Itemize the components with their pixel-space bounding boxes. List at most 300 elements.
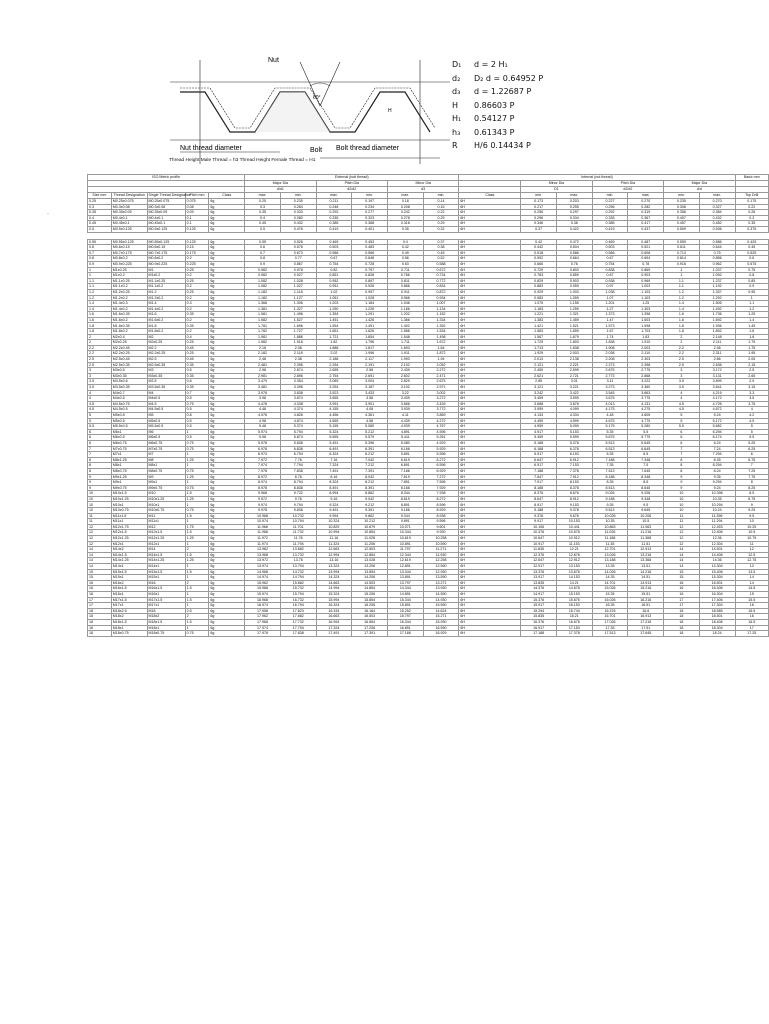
table-cell: 9.344	[387, 513, 423, 519]
table-cell: 0.2	[185, 329, 209, 335]
table-cell: 13.026	[592, 552, 628, 558]
table-cell: 4.175	[592, 407, 628, 413]
formula-row	[452, 126, 572, 140]
table-cell: 6H	[459, 547, 521, 553]
table-cell: 16	[664, 586, 700, 592]
table-cell: 8.978	[245, 485, 281, 491]
table-cell: M1.8x0.2	[147, 329, 185, 335]
table-cell: 0.45	[88, 221, 112, 227]
table-cell: 6H	[459, 502, 521, 508]
table-cell: 0.3	[735, 215, 769, 221]
table-cell: 1.496	[280, 312, 316, 318]
table-cell: 1.582	[245, 317, 281, 323]
table-cell: 9.930	[423, 530, 459, 536]
table-cell: M3	[147, 368, 185, 374]
table-cell: 7	[88, 452, 112, 458]
table-cell: 1.598	[628, 323, 664, 329]
table-cell: 4.439	[387, 418, 423, 424]
table-cell: 6H	[459, 239, 521, 245]
table-cell: 2.02	[316, 351, 352, 357]
table-cell: 6	[735, 452, 769, 458]
formula-expression: d = 1.22687 P	[474, 87, 532, 96]
table-cell: 15.252	[387, 608, 423, 614]
table-cell: 0.859	[556, 273, 592, 279]
table-cell: 1.202	[387, 312, 423, 318]
table-cell: M3x0.5	[111, 368, 147, 374]
table-cell: 3.58	[352, 396, 388, 402]
table-cell: 1	[88, 273, 112, 279]
table-cell: 14.930	[423, 597, 459, 603]
table-cell: 10	[88, 496, 112, 502]
table-cell: 1	[735, 295, 769, 301]
table-cell: 5.212	[352, 429, 388, 435]
table-cell: 2.721	[556, 373, 592, 379]
table-cell: 5.099	[556, 424, 592, 430]
table-cell: M3.5x0.35	[111, 385, 147, 391]
table-cell: 16	[735, 614, 769, 620]
table-cell: 1.996	[352, 351, 388, 357]
table-cell: 0.367	[628, 215, 664, 221]
table-cell: M12x1.75	[111, 524, 147, 530]
table-cell: 6H	[459, 357, 521, 363]
table-cell: 15.35	[592, 591, 628, 597]
table-cell: 16.968	[245, 597, 281, 603]
table-cell: 13.917	[521, 575, 557, 581]
table-cell: 6g	[209, 508, 245, 514]
table-cell: 0.335	[592, 215, 628, 221]
table-cell: 1.25	[628, 301, 664, 307]
table-cell: 9.35	[592, 502, 628, 508]
table-cell: 1.046	[387, 301, 423, 307]
table-cell: 10.258	[423, 536, 459, 542]
table-cell: M16	[147, 580, 185, 586]
table-cell: 5.324	[316, 429, 352, 435]
table-cell: M4.5x0.5	[147, 407, 185, 413]
table-cell: 8.596	[423, 502, 459, 508]
table-cell: 17	[735, 625, 769, 631]
table-cell: M2.5x0.45	[111, 357, 147, 363]
table-cell: 5.280	[628, 424, 664, 430]
table-cell: 15.344	[387, 597, 423, 603]
table-cell: 6H	[459, 569, 521, 575]
table-cell: 0.2	[185, 273, 209, 279]
table-cell: 6H	[459, 558, 521, 564]
table-cell: 4.605	[628, 412, 664, 418]
table-cell: 8.676	[556, 491, 592, 497]
formula-row	[452, 85, 572, 99]
table-cell: 2.311	[699, 351, 735, 357]
table-cell: M0.6x0.15	[111, 245, 147, 251]
table-cell: 6H	[459, 373, 521, 379]
table-cell: 10.912	[556, 536, 592, 542]
formula-row	[452, 99, 572, 113]
table-cell: 4.874	[280, 418, 316, 424]
table-cell: 6H	[459, 362, 521, 368]
table-cell: 6g	[209, 351, 245, 357]
table-cell: 6.619	[387, 457, 423, 463]
table-cell: 6.294	[699, 429, 735, 435]
table-cell: M4x0.5	[147, 396, 185, 402]
table-cell: 0.08	[185, 204, 209, 210]
table-cell: M6x1	[111, 429, 147, 435]
table-cell: 0.227	[592, 199, 628, 205]
table-cell: 6.929	[423, 468, 459, 474]
table-cell: 1.498	[423, 334, 459, 340]
table-cell: 0.482	[699, 221, 735, 227]
table-cell: 0.82	[316, 267, 352, 273]
table-cell: M18x1.5	[111, 619, 147, 625]
table-cell: 1.993	[387, 357, 423, 363]
table-cell: 15.294	[521, 608, 557, 614]
table-cell: 1.6	[88, 317, 112, 323]
formula-row	[452, 139, 572, 153]
table-cell: 0.25	[423, 215, 459, 221]
table-cell: 8.619	[387, 496, 423, 502]
table-cell: 6H	[459, 631, 521, 637]
table-cell: 7.25	[735, 468, 769, 474]
table-cell: 0.211	[316, 199, 352, 205]
table-cell: 5.579	[352, 435, 388, 441]
table-cell: 0.673	[280, 250, 316, 256]
table-cell: 0.803	[556, 267, 592, 273]
table-cell: 6.378	[556, 446, 592, 452]
table-cell: 10	[735, 519, 769, 525]
table-cell: 0.6	[88, 245, 112, 251]
table-cell: 17.682	[280, 614, 316, 620]
table-cell: M12x1.25	[147, 536, 185, 542]
table-cell: 6H	[459, 424, 521, 430]
table-cell: 1.4	[735, 317, 769, 323]
table-cell: 6.25	[735, 446, 769, 452]
table-cell: 8.324	[316, 480, 352, 486]
table-cell: 8.35	[699, 457, 735, 463]
table-cell: 0.25	[185, 340, 209, 346]
table-cell: 15.968	[245, 586, 281, 592]
table-cell: 9.794	[280, 502, 316, 508]
table-cell: 1.221	[521, 312, 557, 318]
table-cell: M1.6x0.35	[111, 312, 147, 318]
column-header: min.	[521, 193, 557, 199]
table-cell: 10.25	[735, 524, 769, 530]
table-cell: 1	[185, 429, 209, 435]
table-cell: 6g	[209, 312, 245, 318]
table-cell: 11.063	[628, 524, 664, 530]
table-cell: 14	[88, 547, 112, 553]
table-cell: 0.766	[387, 273, 423, 279]
table-cell: 6g	[209, 513, 245, 519]
table-cell: 1.696	[280, 323, 316, 329]
table-cell: 9.891	[387, 519, 423, 525]
table-cell: 17.732	[280, 619, 316, 625]
table-cell: 0.75	[699, 250, 735, 256]
table-cell: 6H	[459, 334, 521, 340]
table-cell: 16	[88, 580, 112, 586]
table-cell: M1.4x0.2	[147, 306, 185, 312]
table-cell: 6g	[209, 273, 245, 279]
table-cell: M12x1	[111, 541, 147, 547]
table-cell: 5.929	[423, 446, 459, 452]
table-cell: 1.5	[185, 619, 209, 625]
table-cell: 1.982	[245, 340, 281, 346]
table-cell: 3.131	[699, 373, 735, 379]
ext-major-dia-header: Major Dia	[245, 181, 316, 187]
formula-list	[452, 58, 572, 153]
table-cell: 5.5	[88, 424, 112, 430]
table-cell: 4	[664, 396, 700, 402]
table-cell: 1.426	[352, 317, 388, 323]
table-cell: 14.891	[387, 591, 423, 597]
table-cell: 9.76	[280, 496, 316, 502]
table-cell: 1.803	[556, 340, 592, 346]
table-cell: 3	[664, 373, 700, 379]
table-cell: M14x1.25	[111, 558, 147, 564]
table-cell: 2.208	[592, 357, 628, 363]
table-cell: 9.294	[699, 480, 735, 486]
table-cell: 0.6	[185, 379, 209, 385]
table-cell: 9.601	[423, 524, 459, 530]
table-cell: 6H	[459, 221, 521, 227]
table-cell: 0.469	[592, 239, 628, 245]
table-cell: 2.013	[521, 357, 557, 363]
table-cell: 4.155	[316, 407, 352, 413]
table-cell: M9x0.75	[111, 485, 147, 491]
table-cell: 1.567	[521, 334, 557, 340]
table-cell: M12	[147, 524, 185, 530]
table-cell: 0.8	[185, 412, 209, 418]
table-cell: 14	[88, 564, 112, 570]
column-header: Pitch mm	[185, 193, 209, 199]
table-cell: 6H	[459, 552, 521, 558]
table-cell: 9.5	[628, 502, 664, 508]
table-cell: 10.854	[352, 530, 388, 536]
table-cell: 0.754	[316, 261, 352, 267]
table-cell: 11.188	[592, 536, 628, 542]
table-cell: 1.259	[556, 306, 592, 312]
table-cell: 14.854	[352, 586, 388, 592]
table-cell: 11.271	[423, 547, 459, 553]
table-cell: 8.972	[245, 474, 281, 480]
table-cell: 7.645	[628, 468, 664, 474]
table-cell: 3.254	[316, 385, 352, 391]
table-cell: 14.21	[556, 580, 592, 586]
table-cell: 2.874	[280, 368, 316, 374]
table-cell: 0.7	[245, 250, 281, 256]
table-cell: 10.732	[280, 513, 316, 519]
table-cell: 0.9	[735, 284, 769, 290]
table-cell: 3.102	[387, 385, 423, 391]
table-cell: 5.153	[556, 429, 592, 435]
table-cell: 15	[664, 575, 700, 581]
table-cell: 0.7	[185, 390, 209, 396]
table-cell: 1.421	[521, 323, 557, 329]
table-cell: 11	[664, 513, 700, 519]
table-cell: 6g	[209, 221, 245, 227]
table-cell: 0.997	[352, 289, 388, 295]
table-cell: 6H	[459, 468, 521, 474]
table-cell: 6g	[209, 614, 245, 620]
table-cell: 0.869	[628, 267, 664, 273]
table-cell: 0.521	[628, 245, 664, 251]
table-cell: 3.991	[316, 401, 352, 407]
table-cell: 17.958	[245, 608, 281, 614]
table-cell: 9.206	[628, 491, 664, 497]
table-cell: 15.974	[245, 591, 281, 597]
table-cell: 1.155	[556, 301, 592, 307]
table-cell: 2.118	[280, 351, 316, 357]
table-cell: 2.08	[280, 345, 316, 351]
formula-symbol: H₁	[452, 114, 462, 123]
table-cell: 10.212	[352, 519, 388, 525]
table-cell: 3.089	[316, 379, 352, 385]
table-cell: 1.659	[556, 329, 592, 335]
table-cell: 18	[664, 619, 700, 625]
table-cell: 2.691	[352, 373, 388, 379]
table-cell: 0.509	[664, 226, 700, 232]
table-cell: 0.255	[556, 204, 592, 210]
table-cell: 6g	[209, 239, 245, 245]
table-cell: 1.521	[556, 323, 592, 329]
table-cell: 12	[88, 530, 112, 536]
table-cell: 6.391	[352, 446, 388, 452]
table-cell: 6H	[459, 619, 521, 625]
table-cell: 6g	[209, 407, 245, 413]
table-cell: 0.334	[556, 215, 592, 221]
table-cell: 7	[88, 446, 112, 452]
table-cell: 0.35	[185, 385, 209, 391]
table-cell: 1.25	[185, 558, 209, 564]
table-cell: 8.491	[316, 485, 352, 491]
table-cell: 6g	[209, 496, 245, 502]
bolt-label: Bolt	[310, 147, 323, 154]
table-cell: 6H	[459, 345, 521, 351]
table-cell: M9x1.25	[111, 474, 147, 480]
table-cell: 0.75	[185, 401, 209, 407]
table-cell: 18	[88, 619, 112, 625]
table-cell: 0.284	[280, 204, 316, 210]
table-cell: 17.304	[699, 603, 735, 609]
table-cell: M8x1	[147, 463, 185, 469]
table-cell: 1.2	[664, 295, 700, 301]
table-cell: 1.118	[280, 289, 316, 295]
table-cell: 12.376	[521, 552, 557, 558]
table-cell: 6g	[209, 295, 245, 301]
table-cell: 1.303	[628, 306, 664, 312]
table-cell: 0.797	[352, 267, 388, 273]
table-cell: 6H	[459, 278, 521, 284]
table-cell: M3x0.35	[111, 373, 147, 379]
table-cell: M18x1.5	[147, 619, 185, 625]
table-cell: 4.459	[521, 418, 557, 424]
table-cell: 8.938	[423, 513, 459, 519]
table-cell: 0.483	[352, 245, 388, 251]
table-cell: 0.292	[316, 210, 352, 216]
table-cell: 12.453	[699, 524, 735, 530]
table-cell: 0.442	[521, 245, 557, 251]
table-cell: 6H	[459, 586, 521, 592]
table-cell: 16	[664, 591, 700, 597]
table-cell: 2.9	[735, 379, 769, 385]
table-cell: 7.212	[352, 463, 388, 469]
metric-thread-table	[87, 174, 769, 637]
table-cell: 16.994	[316, 619, 352, 625]
column-header: Size mm	[88, 193, 112, 199]
table-cell: 1.929	[521, 351, 557, 357]
table-cell: 2.117	[352, 357, 388, 363]
table-cell: 9	[88, 485, 112, 491]
table-cell: 6H	[459, 284, 521, 290]
table-cell: 0.35	[88, 210, 112, 216]
table-cell: 0.52	[423, 256, 459, 262]
table-cell: 2.272	[423, 368, 459, 374]
table-cell: 6.491	[316, 446, 352, 452]
table-cell: 6H	[459, 250, 521, 256]
table-cell: 7.5	[628, 463, 664, 469]
table-cell: 1.492	[699, 306, 735, 312]
table-cell: M0.8x0.2	[147, 256, 185, 262]
table-cell: 0.323	[352, 215, 388, 221]
table-cell: 3	[88, 373, 112, 379]
table-cell: 14.663	[316, 580, 352, 586]
table-cell: 7.838	[280, 468, 316, 474]
table-cell: 0.319	[628, 210, 664, 216]
table-cell: M4x0.7	[111, 390, 147, 396]
table-cell: M8x0.75	[147, 468, 185, 474]
table-cell: 15.324	[316, 591, 352, 597]
table-cell: 7	[735, 463, 769, 469]
table-cell: 4.11	[387, 412, 423, 418]
table-cell: 17.153	[556, 625, 592, 631]
table-cell: 5.396	[352, 440, 388, 446]
table-cell: M1.1x0.25	[147, 278, 185, 284]
table-cell: 2.5	[185, 608, 209, 614]
table-cell: 0.55	[245, 239, 281, 245]
table-cell: 8.794	[280, 480, 316, 486]
table-cell: 3.663	[628, 390, 664, 396]
table-cell: 0.6	[735, 256, 769, 262]
column-header: min.	[280, 193, 316, 199]
table-cell: 0.208	[387, 204, 423, 210]
table-cell: 1.184	[352, 301, 388, 307]
table-cell: 1.1	[664, 278, 700, 284]
table-cell: 6H	[459, 530, 521, 536]
table-cell: 5.491	[316, 440, 352, 446]
table-cell: 12.663	[316, 547, 352, 553]
table-cell: 0.929	[521, 289, 557, 295]
table-cell: M9	[147, 474, 185, 480]
table-cell: 0.235	[280, 199, 316, 205]
table-cell: 0.457	[664, 221, 700, 227]
table-cell: 0.814	[664, 256, 700, 262]
table-cell: 8.188	[521, 485, 557, 491]
table-cell: 2.971	[423, 385, 459, 391]
table-cell: 17.51	[628, 625, 664, 631]
table-cell: 9.513	[592, 508, 628, 514]
table-cell	[423, 232, 459, 239]
table-cell: 0.811	[387, 278, 423, 284]
table-cell: 6.838	[280, 446, 316, 452]
table-cell: 0.5	[185, 396, 209, 402]
table-cell: 0.270	[628, 199, 664, 205]
table-cell: 2.896	[280, 373, 316, 379]
column-header: max.	[699, 193, 735, 199]
table-cell: 6g	[209, 463, 245, 469]
table-cell: 8.272	[423, 496, 459, 502]
table-cell: 3.459	[521, 396, 557, 402]
table-cell: M10x1	[111, 502, 147, 508]
table-cell: 2.003	[628, 345, 664, 351]
table-cell: 0.432	[280, 221, 316, 227]
table-cell: 12.912	[556, 558, 592, 564]
